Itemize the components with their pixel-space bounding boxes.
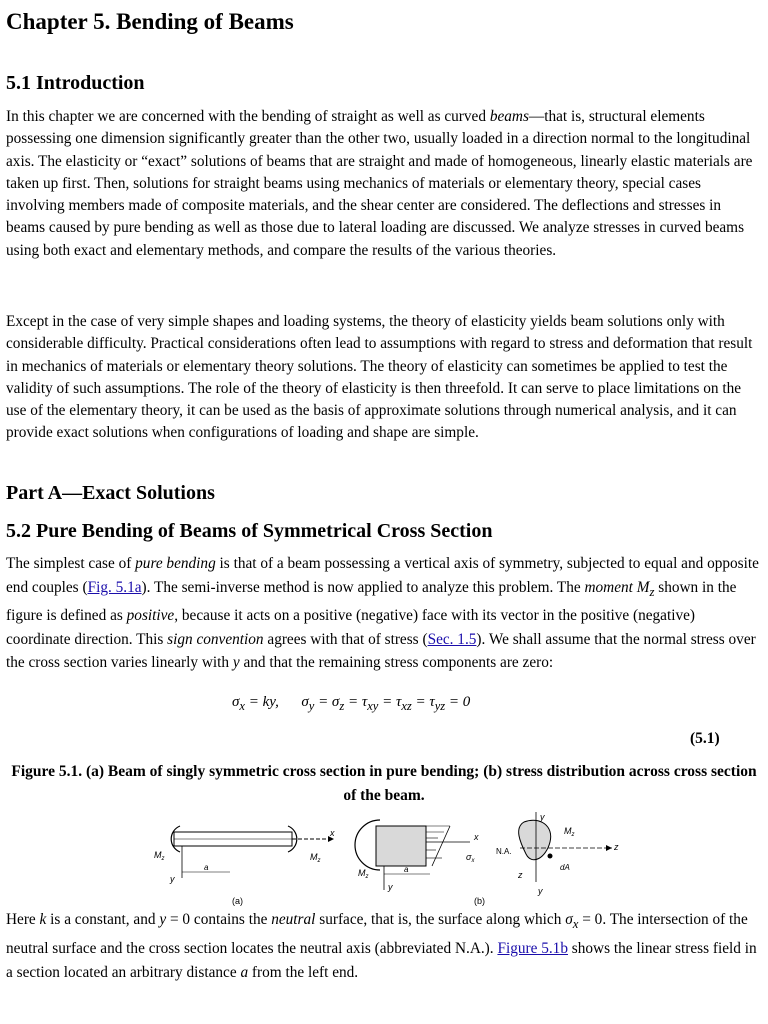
a-label: a [204,863,209,872]
eq-term: = σ [314,694,340,710]
eq-sub: yz [434,699,446,713]
subscript: z [649,584,655,599]
text-run: and that the remaining stress components are zero: [239,654,554,672]
emphasis-pure-bending: pure bending [135,555,216,572]
eq-term: = 0 [445,694,471,710]
text-run: surface, that is, the surface along which [315,911,566,928]
figure-b-section [355,820,485,906]
eq-sub: z [339,699,345,713]
mz-label-c: $M_z$ [564,826,575,838]
emphasis-y: y [159,911,167,928]
link-figure-5-1b[interactable]: Figure 5.1b [497,939,568,957]
y-label-c2: y [538,886,543,896]
part-heading: Part A—Exact Solutions [6,482,215,504]
text-run: is that of a beam possessing a vertical axis of symmetry, subjected to equal and opposite end couples ( [6,555,759,596]
z-label-c: z [518,870,523,880]
subscript: x [572,917,579,932]
label-a: (a) [232,896,243,906]
emphasis-beams: beams [489,108,529,125]
eq-symbol: σ [301,694,309,710]
text-run: is a constant, and [46,911,160,928]
link-fig-5-1a[interactable]: Fig. 5.1a [87,578,142,596]
emphasis-y: y [232,654,240,672]
emphasis-neutral: neutral [271,911,316,928]
mz-label-right: $M_z$ [310,852,321,864]
da-point [548,854,553,859]
y-label-c: y [540,812,545,822]
text-run: —that is, structural elements possessing one dimension significantly greater than the other two, usually loaded in a direction normal to the longitudinal axis. The elasticity or “exact” solutions of beams that are straight and made of homogeneous, linearly elastic materials are taken up first. Then, solutions for straight beams using mechanics of materials or elementary theory, special cases involving members made of composite materials, and the shear center are considered. The deflections and stresses in beams caused by pure bending as well as those due to lateral loading are discussed. We analyze stresses in curved beams using both exact and elementary methods, and compare the results of the various theories. [6,108,753,259]
eq-sub: xz [401,699,412,713]
text-run: from the left end. [248,964,359,982]
text-run: ). The semi-inverse method is now applied to analyze this problem. The [141,578,585,596]
na-label: N.A. [496,847,512,856]
text-run: agrees with that of stress ( [263,630,428,648]
section-block [376,826,426,866]
figure-caption: Figure 5.1. (a) Beam of singly symmetric cross section in pure bending; (b) stress distribution across cross section of the beam. [11,763,757,804]
emphasis-positive: positive [126,607,175,625]
da-label: dA [560,863,570,872]
text-run: moment M [584,578,650,596]
text-run: Here [6,911,40,928]
text-run: = 0 contains the [166,911,272,928]
sigma-label: $\sigma_x$ [466,852,475,864]
emphasis-moment [584,578,655,599]
text-run: Except in the case of very simple shapes and loading systems, the theory of elasticity yields beam solutions only with considerable difficulty. Practical considerations often lead to assumptions with regard to stress and deformation that result in mechanics of materials or elementary theory solutions. The theory of elasticity can sometimes be applied to test the validity of such assumptions. The role of the theory of elasticity is then threefold. It can serve to place limitations on the use of the elementary theory, it can be used as the basis of approximate solutions through numerical analysis, and it can provide exact solutions when configurations of loading and shape are simple. [6,313,753,442]
text-run: = 0. The intersection of the neutral surface and the cross section locates the neutral axis (abbreviated N.A.). [6,911,748,957]
x-label: x [330,828,335,838]
eq-symbol: σ [232,694,240,710]
eq-sub: xy [367,699,379,713]
figure-5-1 [140,812,620,908]
eq-term: = τ [344,694,368,710]
emphasis-a: a [240,964,249,982]
cross-section-shape [519,820,551,860]
intro-paragraph-1 [6,106,762,262]
eq-sub: x [239,699,245,713]
figure-cross-section [496,812,619,896]
text-run: The simplest case of [6,555,136,572]
y-label: y [170,874,175,884]
mz-label-b: $M_z$ [358,868,369,880]
text-run: , because it acts on a positive (negative) face with its vector in the positive (negative) coordinate direction. This [6,607,695,648]
emphasis-k: k [39,911,47,928]
label-b: (b) [474,896,485,906]
eq-term: = τ [378,694,402,710]
text-run: In this chapter we are concerned with the bending of straight as well as curved [6,108,490,125]
mz-label-left: $M_z$ [154,850,165,862]
section-5-2-paragraph [6,552,762,675]
x-label-b: x [474,832,479,842]
text-run: shows the linear stress field in a section located an arbitrary distance [6,939,757,982]
z-label: z [614,842,619,852]
y-label-b: y [388,882,393,892]
eq-term: = τ [411,694,435,710]
emphasis-sign-convention: sign convention [167,630,264,648]
section-heading-5-2: 5.2 Pure Bending of Beams of Symmetrical Cross Section [6,520,493,542]
a-label-b: a [404,865,409,874]
eq-term: = ky, [244,694,279,710]
equation-5-1 [232,694,470,714]
chapter-title: Chapter 5. Bending of Beams [6,9,294,34]
eq-sub: y [308,699,315,713]
after-figure-paragraph [6,908,762,986]
intro-paragraph-2 [6,311,762,445]
equation-number: (5.1) [690,730,720,747]
text-run: ). We shall assume that the normal stress over the cross section varies linearly with [6,630,756,672]
link-sec-1-5[interactable]: Sec. 1.5 [427,630,477,648]
figure-a-beam [154,826,335,906]
section-heading-intro: 5.1 Introduction [6,72,145,94]
emphasis-sigma [565,911,579,932]
text-run: shown in the figure is defined as [6,578,737,625]
text-run: σ [565,911,573,928]
z-arrowhead [606,845,612,851]
